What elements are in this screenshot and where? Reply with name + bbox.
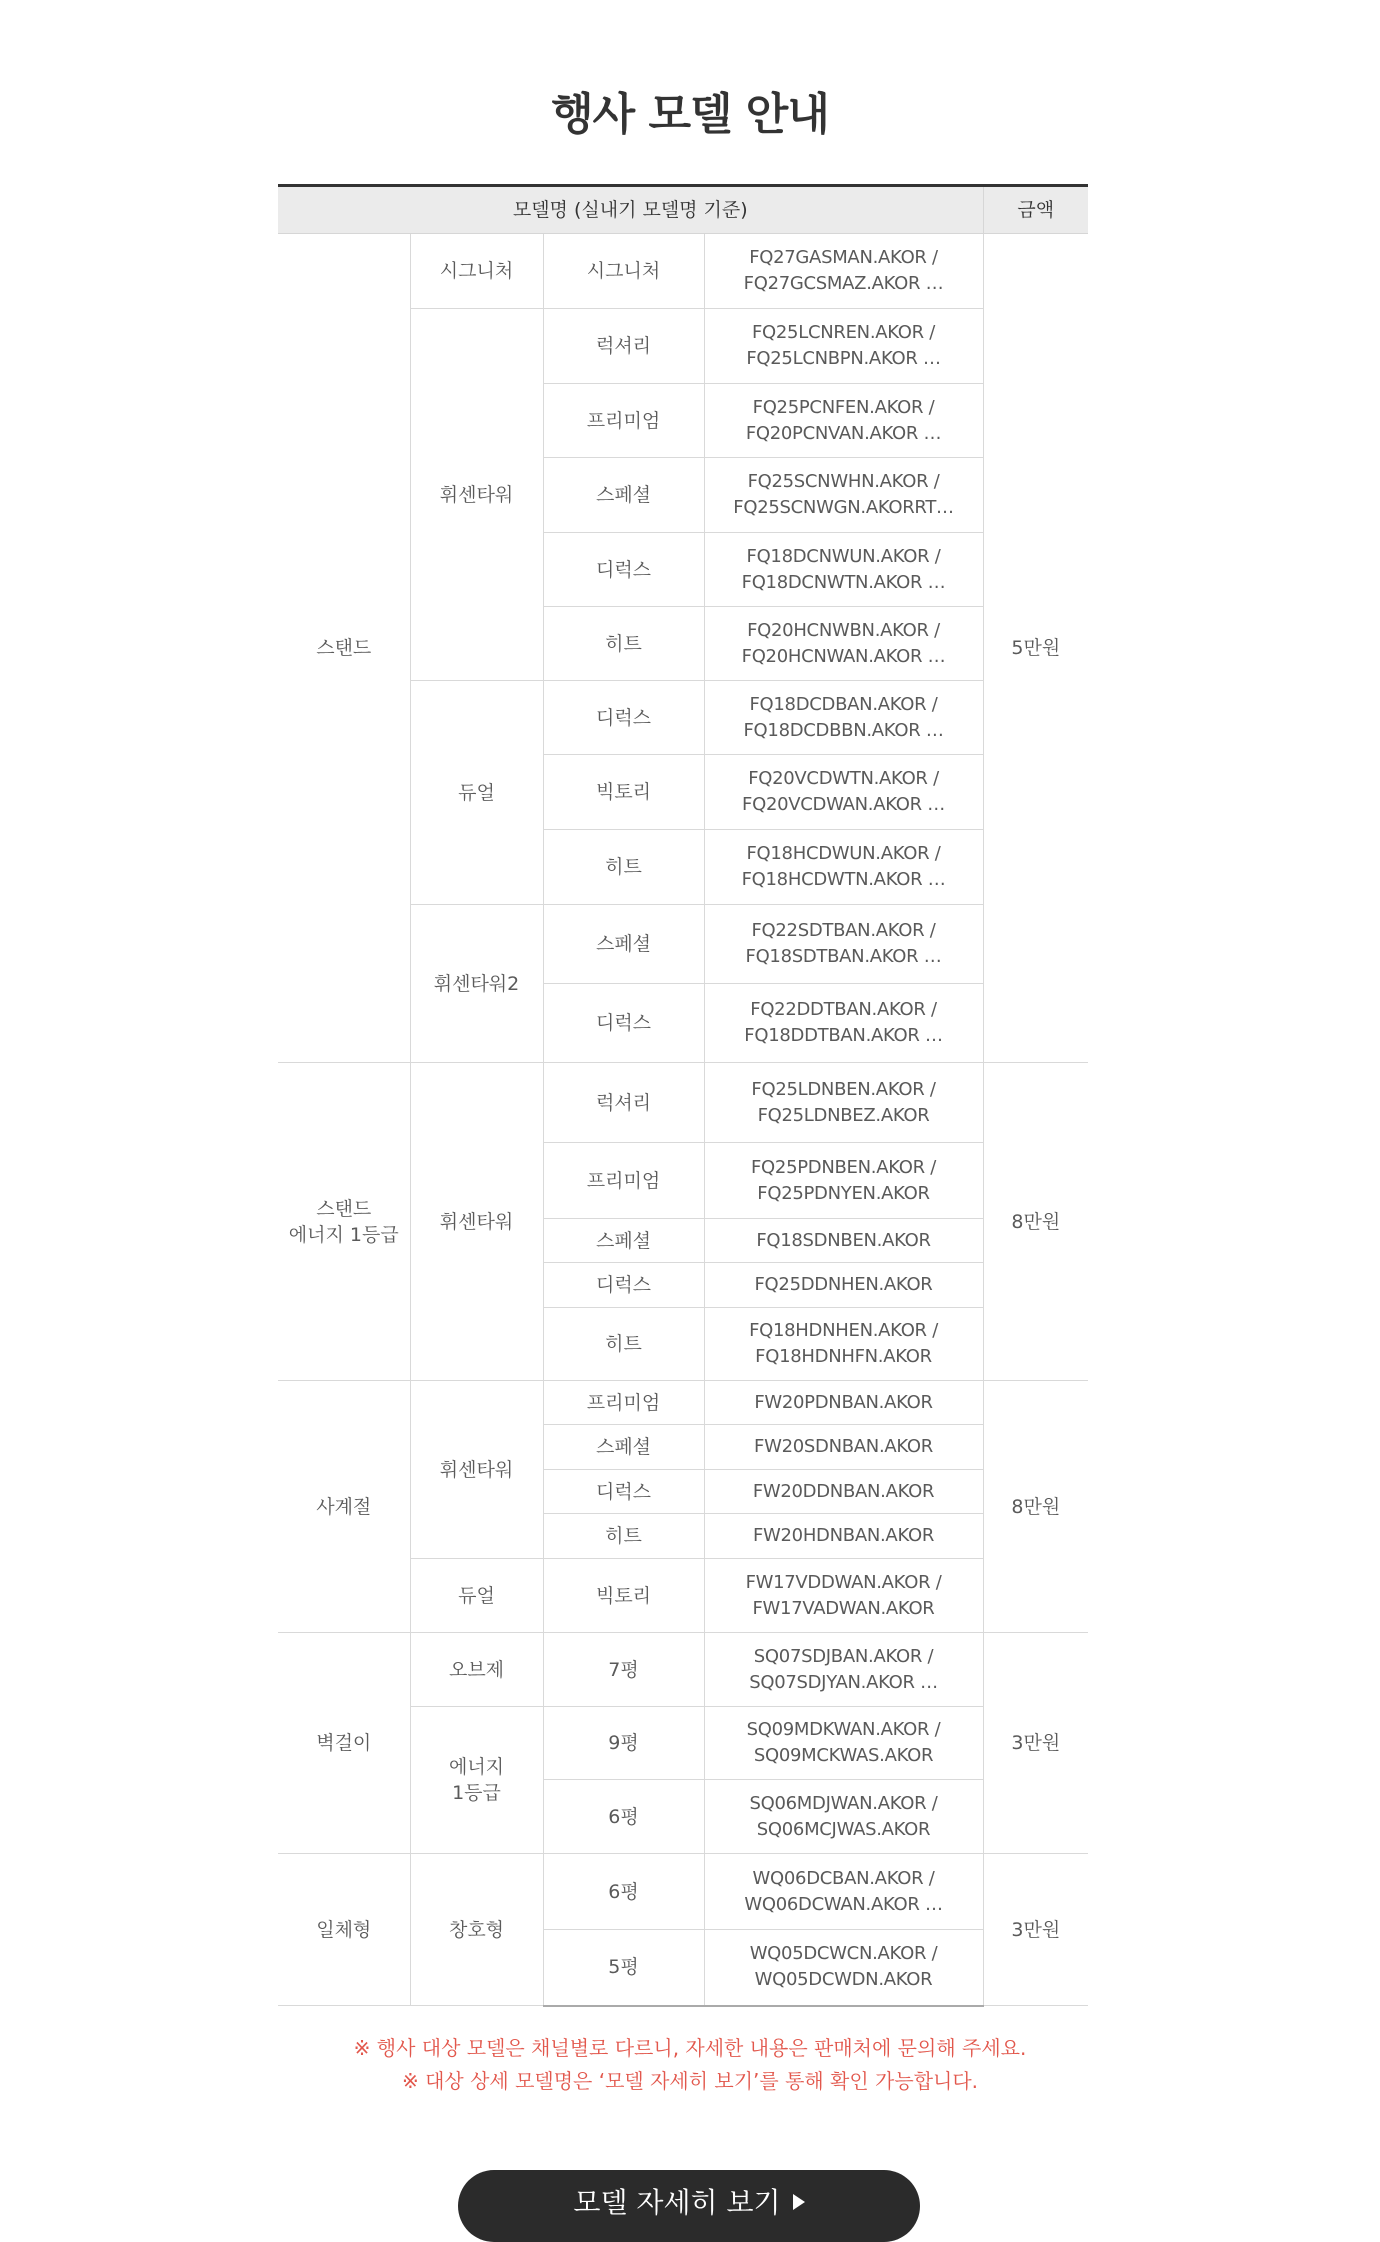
model-code-cell — [704, 1063, 983, 1143]
model-code-cell — [704, 1514, 983, 1559]
model-code-line: FQ25SCNWHN.AKOR / — [747, 471, 940, 492]
model-code-line: FW20HDNBAN.AKOR — [752, 1525, 935, 1546]
category-stand-energy — [278, 1063, 410, 1381]
model-code-cell — [704, 681, 983, 755]
grade-cell: 6평 — [543, 1854, 704, 1930]
grade-cell: 스페셜 — [543, 1425, 704, 1470]
model-code-line: WQ05DCWCN.AKOR / — [749, 1943, 938, 1965]
series-whisen-tower: 휘센타워 — [410, 1063, 543, 1381]
amount-cell: 3만원 — [983, 1633, 1088, 1854]
model-code-line: FQ18HDNHFN.AKOR — [755, 1346, 932, 1367]
model-code-line: FQ22DDTBAN.AKOR / — [750, 999, 937, 1020]
model-code-line: FQ25LDNBEZ.AKOR — [757, 1104, 930, 1126]
grade-cell: 프리미엄 — [543, 384, 704, 458]
category-line: 에너지 1등급 — [288, 1223, 399, 1246]
model-code-line: SQ07SDJYAN.AKOR … — [749, 1671, 938, 1693]
model-code-cell — [704, 1381, 983, 1425]
series-whisen-tower: 휘센타워 — [410, 309, 543, 681]
category-line: 스탠드 — [316, 1197, 372, 1220]
grade-cell: 시그니처 — [543, 234, 704, 309]
play-arrow-icon — [793, 2194, 805, 2210]
grade-cell: 럭셔리 — [543, 309, 704, 384]
model-code-cell — [704, 1559, 983, 1633]
model-code-line: FQ25DDNHEN.AKOR — [754, 1274, 933, 1295]
grade-cell: 7평 — [543, 1633, 704, 1707]
model-code-line: FW20DDNBAN.AKOR — [752, 1480, 935, 1502]
model-code-line: FW20PDNBAN.AKOR — [754, 1391, 933, 1413]
model-code-line: FQ22SDTBAN.AKOR / — [751, 920, 936, 941]
model-code-line: FQ18DCDBBN.AKOR … — [743, 719, 944, 741]
model-code-cell — [704, 607, 983, 681]
model-code-cell — [704, 1930, 983, 2006]
model-code-cell — [704, 905, 983, 984]
model-code-line: FQ25LCNBPN.AKOR … — [746, 348, 941, 369]
model-code-line: WQ05DCWDN.AKOR — [754, 1969, 933, 1991]
header-model-name: 모델명 (실내기 모델명 기준) — [278, 186, 983, 234]
model-code-line: FQ18DDTBAN.AKOR … — [744, 1025, 943, 1046]
model-code-cell — [704, 533, 983, 607]
event-model-table — [278, 184, 1088, 2007]
model-code-line: FQ25SCNWGN.AKORRT… — [733, 497, 954, 518]
model-code-line: SQ07SDJBAN.AKOR / — [753, 1645, 934, 1667]
series-dual: 듀얼 — [410, 1559, 543, 1633]
model-code-line: FQ18SDTBAN.AKOR … — [745, 946, 942, 967]
grade-cell: 빅토리 — [543, 1559, 704, 1633]
model-code-line: FQ25LCNREN.AKOR / — [751, 322, 936, 343]
series-whisen-tower2: 휘센타워2 — [410, 905, 543, 1063]
series-whisen-tower: 휘센타워 — [410, 1381, 543, 1559]
model-code-line: SQ09MDKWAN.AKOR / — [746, 1719, 941, 1740]
model-code-cell — [704, 1219, 983, 1263]
series-signature: 시그니처 — [410, 234, 543, 309]
table-header-row — [278, 186, 1088, 234]
header-amount: 금액 — [983, 186, 1088, 234]
model-code-line: SQ06MCJWAS.AKOR — [756, 1818, 931, 1840]
model-code-line: FQ25LDNBEN.AKOR / — [751, 1078, 936, 1100]
series-window: 창호형 — [410, 1854, 543, 2006]
model-code-line: FQ20HCNWBN.AKOR / — [747, 619, 940, 641]
model-code-line: FQ25PDNYEN.AKOR — [757, 1182, 930, 1204]
grade-cell: 프리미엄 — [543, 1381, 704, 1425]
amount-cell: 5만원 — [983, 234, 1088, 1063]
grade-cell: 스페셜 — [543, 458, 704, 533]
model-code-line: FW17VDDWAN.AKOR / — [745, 1571, 942, 1593]
model-code-line: SQ06MDJWAN.AKOR / — [749, 1792, 938, 1814]
model-code-line: FQ20PCNVAN.AKOR … — [745, 422, 942, 444]
view-model-details-button[interactable] — [458, 2170, 920, 2242]
grade-cell: 디럭스 — [543, 1263, 704, 1308]
model-code-cell — [704, 1854, 983, 1930]
model-code-line: FQ18HCDWTN.AKOR … — [741, 869, 946, 890]
page-title: 행사 모델 안내 — [551, 89, 829, 140]
button-label: 모델 자세히 보기 — [573, 2186, 781, 2219]
model-code-cell — [704, 1425, 983, 1470]
model-code-line: FQ27GASMAN.AKOR / — [749, 247, 938, 268]
table-row — [278, 1633, 1088, 1707]
grade-cell: 럭셔리 — [543, 1063, 704, 1143]
model-code-cell — [704, 755, 983, 830]
grade-cell: 디럭스 — [543, 681, 704, 755]
model-code-cell — [704, 830, 983, 905]
model-code-line: FQ20HCNWAN.AKOR … — [741, 645, 946, 667]
model-code-cell — [704, 1308, 983, 1381]
table-row — [278, 1063, 1088, 1143]
model-code-cell — [704, 1707, 983, 1780]
notice-line: ※ 행사 대상 모델은 채널별로 다르니, 자세한 내용은 판매처에 문의해 주세요. — [353, 2036, 1027, 2060]
model-code-cell — [704, 309, 983, 384]
model-code-line: FQ27GCSMAZ.AKOR … — [743, 273, 944, 294]
grade-cell: 프리미엄 — [543, 1143, 704, 1219]
amount-cell: 8만원 — [983, 1381, 1088, 1633]
grade-cell: 디럭스 — [543, 984, 704, 1063]
model-code-cell — [704, 234, 983, 309]
model-code-cell — [704, 1633, 983, 1707]
grade-cell: 히트 — [543, 1514, 704, 1559]
table-row — [278, 1854, 1088, 1930]
category-wall-mount: 벽걸이 — [278, 1633, 410, 1854]
model-code-line: FQ20VCDWAN.AKOR … — [742, 794, 945, 815]
model-code-line: FQ18DCDBAN.AKOR / — [749, 693, 938, 715]
grade-cell: 6평 — [543, 1780, 704, 1854]
model-code-cell — [704, 458, 983, 533]
grade-cell: 히트 — [543, 607, 704, 681]
category-stand: 스탠드 — [278, 234, 410, 1063]
category-integrated: 일체형 — [278, 1854, 410, 2006]
model-code-line: FQ18HCDWUN.AKOR / — [746, 843, 941, 864]
model-code-line: FQ18DCNWTN.AKOR … — [741, 571, 946, 593]
model-code-cell — [704, 1263, 983, 1308]
table-row — [278, 1381, 1088, 1425]
model-code-line: WQ06DCWAN.AKOR … — [744, 1893, 943, 1915]
model-code-line: FQ25PDNBEN.AKOR / — [751, 1156, 937, 1178]
grade-cell: 9평 — [543, 1707, 704, 1780]
grade-cell: 디럭스 — [543, 1470, 704, 1514]
model-code-line: WQ06DCBAN.AKOR / — [752, 1867, 935, 1889]
model-code-line: SQ09MCKWAS.AKOR — [753, 1745, 934, 1766]
model-code-cell — [704, 1780, 983, 1854]
model-code-cell — [704, 1143, 983, 1219]
category-four-season: 사계절 — [278, 1381, 410, 1633]
model-code-line: FQ25PCNFEN.AKOR / — [752, 396, 935, 418]
model-code-line: FQ18DCNWUN.AKOR / — [746, 545, 941, 567]
model-code-line: FW17VADWAN.AKOR — [752, 1597, 935, 1619]
model-code-line: FQ18SDNBEN.AKOR — [756, 1229, 931, 1251]
grade-cell: 빅토리 — [543, 755, 704, 830]
model-code-line: FW20SDNBAN.AKOR — [754, 1436, 933, 1457]
grade-cell: 스페셜 — [543, 905, 704, 984]
grade-cell: 스페셜 — [543, 1219, 704, 1263]
model-code-cell — [704, 1470, 983, 1514]
grade-cell: 디럭스 — [543, 533, 704, 607]
series-line: 1등급 — [452, 1782, 501, 1804]
grade-cell: 히트 — [543, 1308, 704, 1381]
notice-line: ※ 대상 상세 모델명은 ‘모델 자세히 보기’를 통해 확인 가능합니다. — [401, 2069, 979, 2093]
amount-cell: 8만원 — [983, 1063, 1088, 1381]
series-dual: 듀얼 — [410, 681, 543, 905]
grade-cell: 5평 — [543, 1930, 704, 2006]
model-code-line: FQ18HDNHEN.AKOR / — [749, 1320, 938, 1341]
model-code-line: FQ20VCDWTN.AKOR / — [748, 768, 939, 789]
series-line: 에너지 — [448, 1756, 505, 1778]
grade-cell: 히트 — [543, 830, 704, 905]
notice-text — [0, 2032, 1380, 2098]
amount-cell: 3만원 — [983, 1854, 1088, 2006]
series-energy-grade1 — [410, 1707, 543, 1854]
model-code-cell — [704, 384, 983, 458]
model-code-cell — [704, 984, 983, 1063]
table-row — [278, 234, 1088, 309]
series-objet: 오브제 — [410, 1633, 543, 1707]
